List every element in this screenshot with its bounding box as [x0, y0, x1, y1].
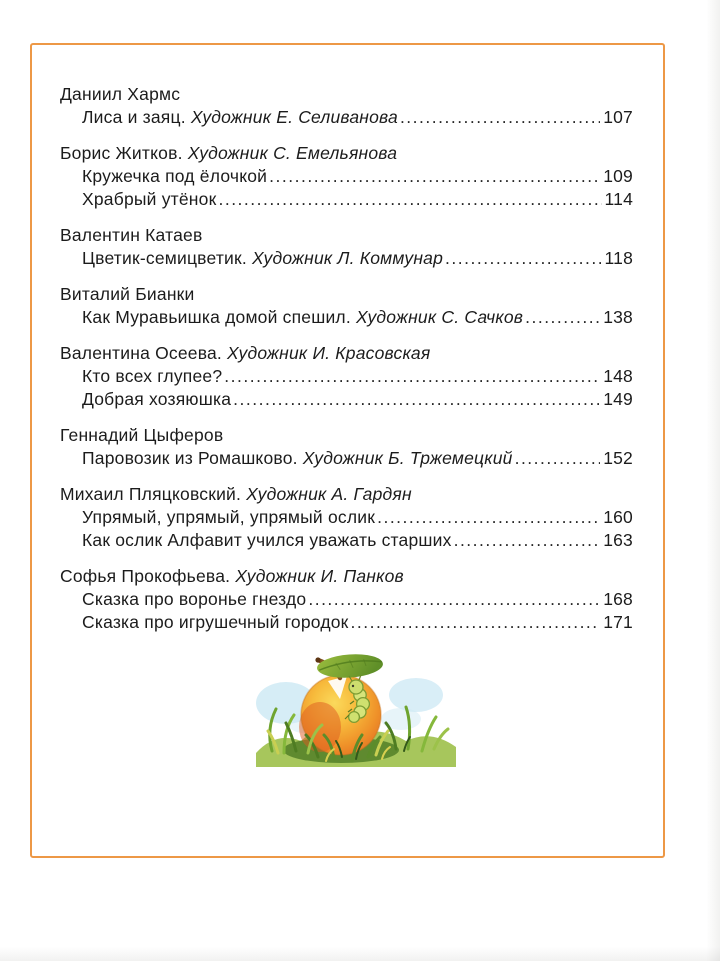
entry-page-number: 107 — [603, 107, 633, 127]
toc-author-line — [60, 424, 633, 447]
dot-leader — [400, 106, 600, 129]
entry-title: Кто всех глупее? — [82, 366, 223, 386]
entry-page-number: 148 — [603, 366, 633, 386]
entry-title: Кружечка под ёлочкой — [82, 166, 268, 186]
toc-entry — [60, 247, 633, 270]
dot-leader — [233, 388, 600, 411]
toc-group — [60, 224, 633, 270]
author-name: Борис Житков. — [60, 143, 183, 163]
author-name: Валентина Осеева. — [60, 343, 222, 363]
toc-author-line — [60, 83, 633, 106]
entry-page-number: 109 — [603, 166, 633, 186]
toc-author-line — [60, 483, 633, 506]
entry-title: Цветик-семицветик. Художник Л. Коммунар — [82, 248, 444, 268]
entry-title: Добрая хозяюшка — [82, 389, 232, 409]
author-name: Михаил Пляцковский. — [60, 484, 242, 504]
artist-credit: Художник Б. Тржемецкий — [297, 448, 513, 468]
toc-group — [60, 142, 633, 211]
entry-page-number: 168 — [603, 589, 633, 609]
entry-page-number: 149 — [603, 389, 633, 409]
entry-title: Как Муравьишка домой спешил. Художник С. Сачков — [82, 307, 524, 327]
author-name: Геннадий Цыферов — [60, 425, 224, 445]
toc-group — [60, 424, 633, 470]
toc-author-line — [60, 283, 633, 306]
artist-credit: Художник И. Панков — [230, 566, 404, 586]
artist-credit: Художник И. Красовская — [222, 343, 431, 363]
toc-entry — [60, 529, 633, 552]
entry-title: Лиса и заяц. Художник Е. Селиванова — [82, 107, 398, 127]
artist-credit: Художник Л. Коммунар — [246, 248, 444, 268]
dot-leader — [515, 447, 601, 470]
entry-page-number: 171 — [603, 612, 633, 632]
scan-edge-bottom — [0, 947, 720, 961]
dot-leader — [454, 529, 601, 552]
artist-credit: Художник С. Сачков — [350, 307, 524, 327]
dot-leader — [218, 188, 601, 211]
toc-author-line — [60, 342, 633, 365]
toc-entry — [60, 365, 633, 388]
artist-credit: Художник А. Гардян — [241, 484, 412, 504]
toc-entry — [60, 188, 633, 211]
toc-author-line — [60, 565, 633, 588]
toc-group — [60, 83, 633, 129]
entry-title: Упрямый, упрямый, упрямый ослик — [82, 507, 376, 527]
entry-title: Сказка про игрушечный городок — [82, 612, 349, 632]
author-name: Софья Прокофьева. — [60, 566, 231, 586]
author-name: Валентин Катаев — [60, 225, 203, 245]
toc-author-line — [60, 142, 633, 165]
artist-credit: Художник Е. Селиванова — [185, 107, 398, 127]
apple-caterpillar-illustration — [256, 645, 456, 767]
leaf — [316, 652, 383, 680]
toc-group — [60, 483, 633, 552]
entry-page-number: 152 — [603, 448, 633, 468]
toc-entry — [60, 447, 633, 470]
dot-leader — [351, 611, 601, 634]
toc-entry — [60, 388, 633, 411]
dot-leader — [308, 588, 600, 611]
toc-group — [60, 283, 633, 329]
toc-group — [60, 565, 633, 634]
author-name: Даниил Хармс — [60, 84, 181, 104]
toc-entry — [60, 106, 633, 129]
entry-page-number: 138 — [603, 307, 633, 327]
entry-page-number: 160 — [603, 507, 633, 527]
entry-title: Храбрый утёнок — [82, 189, 217, 209]
page-frame — [30, 43, 665, 858]
entry-title: Паровозик из Ромашково. Художник Б. Тржемецкий — [82, 448, 513, 468]
entry-page-number: 118 — [604, 248, 633, 268]
entry-title: Сказка про воронье гнездо — [82, 589, 307, 609]
scan-edge-right — [706, 0, 720, 961]
dot-leader — [445, 247, 601, 270]
toc-entry — [60, 165, 633, 188]
entry-page-number: 163 — [603, 530, 633, 550]
entry-page-number: 114 — [604, 189, 633, 209]
toc-author-line — [60, 224, 633, 247]
author-name: Виталий Бианки — [60, 284, 195, 304]
toc-entry — [60, 306, 633, 329]
toc-entry — [60, 588, 633, 611]
artist-credit: Художник С. Емельянова — [182, 143, 398, 163]
dot-leader — [377, 506, 600, 529]
toc-entry — [60, 506, 633, 529]
toc-entry — [60, 611, 633, 634]
dot-leader — [224, 365, 600, 388]
dot-leader — [525, 306, 600, 329]
toc-group — [60, 342, 633, 411]
table-of-contents — [32, 45, 663, 634]
entry-title: Как ослик Алфавит учился уважать старших — [82, 530, 452, 550]
dot-leader — [269, 165, 600, 188]
